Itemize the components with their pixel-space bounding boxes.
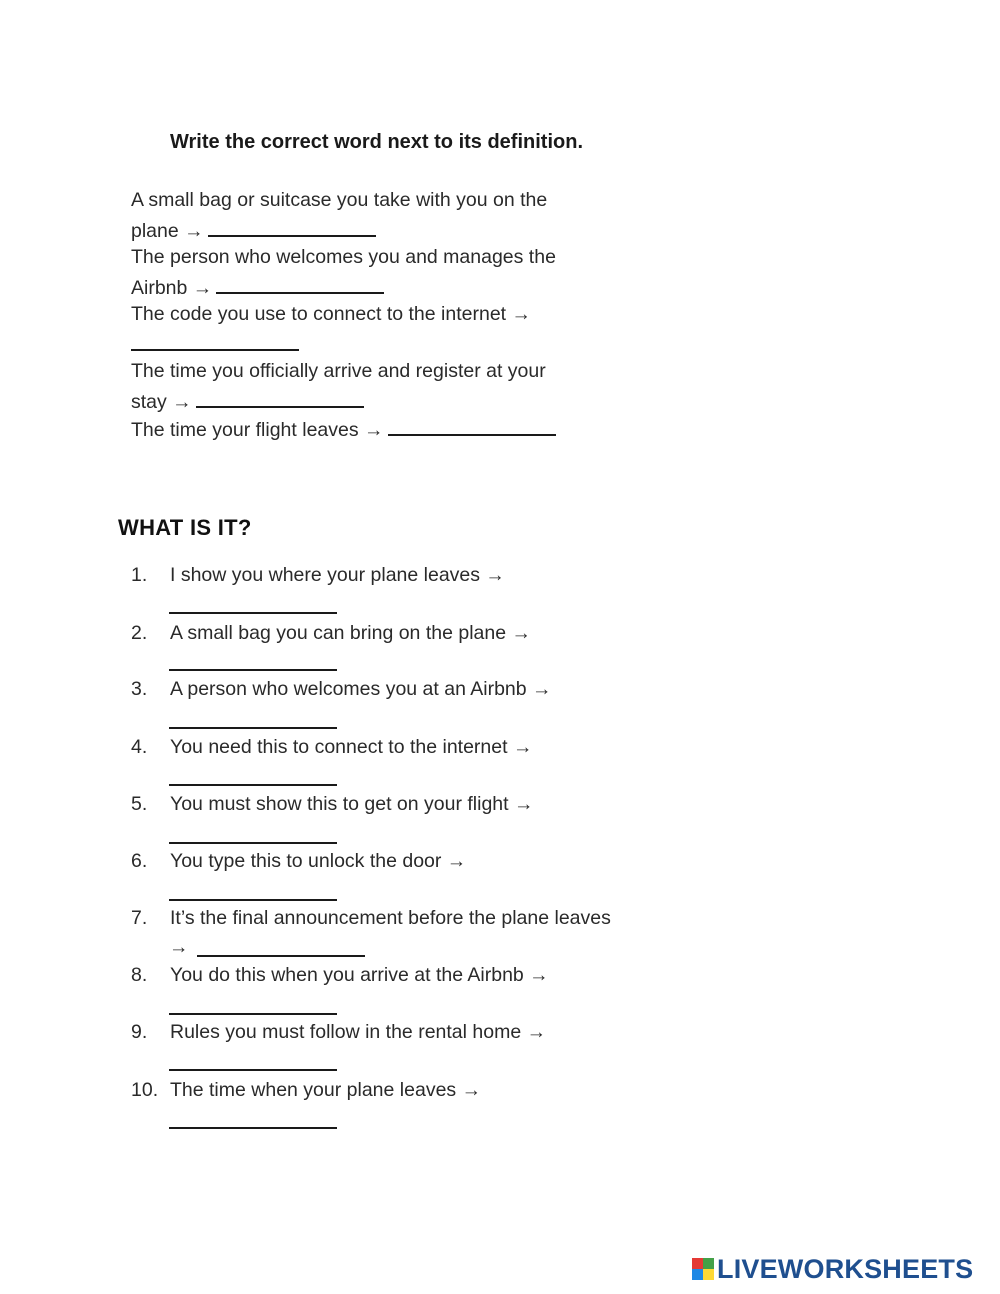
question-number: 6. [131,850,148,872]
question-text: You need this to connect to the internet → [170,736,533,758]
question-10 [131,1079,481,1102]
definition-2-text: Airbnb → [131,276,213,299]
question-number: 2. [131,622,148,644]
question-number: 3. [131,678,148,700]
question-text: I show you where your plane leaves → [170,564,505,586]
liveworksheets-logo[interactable] [692,1252,973,1286]
question-2 [131,622,531,645]
question-text: A person who welcomes you at an Airbnb → [170,678,552,700]
question-8 [131,964,549,987]
logo-square-red [692,1258,703,1269]
logo-square-blue [692,1269,703,1280]
question-8-answer-blank[interactable] [169,1013,337,1015]
question-number: 10. [131,1079,159,1101]
question-4-answer-blank[interactable] [169,784,337,786]
question-text: Rules you must follow in the rental home → [170,1021,547,1043]
question-text: You type this to unlock the door → [170,850,467,872]
question-text: You do this when you arrive at the Airbnb → [170,964,549,986]
question-5-answer-blank[interactable] [169,842,337,844]
question-2-answer-blank[interactable] [169,669,337,671]
question-number: 1. [131,564,148,586]
definition-4-text: stay → [131,390,192,413]
question-9-answer-blank[interactable] [169,1069,337,1071]
logo-text: LIVEWORKSHEETS [717,1253,974,1284]
question-7 [131,907,611,930]
question-6-answer-blank[interactable] [169,899,337,901]
section-title: WHAT IS IT? [118,515,252,540]
question-5 [131,793,533,816]
question-arrow: → [169,936,189,958]
logo-square-yellow [703,1269,714,1280]
definition-5-answer-blank[interactable] [388,414,556,436]
definition-5-text: The time your flight leaves → [131,419,384,441]
definition-1-answer-blank[interactable] [208,215,376,237]
question-number: 4. [131,736,148,758]
definition-4-line-1: The time you officially arrive and register at your [131,360,546,382]
definition-3-line-1: The code you use to connect to the internet → [131,303,531,325]
question-4 [131,736,532,759]
question-3 [131,678,552,701]
definition-4-answer-blank[interactable] [196,386,364,408]
logo-square-green [703,1258,714,1269]
definition-1-text: plane → [131,219,204,242]
instruction-heading: Write the correct word next to its definition. [170,131,583,153]
definition-3-line-2 [131,329,651,358]
question-3-answer-blank[interactable] [169,727,337,729]
definition-1-line-2 [131,215,651,244]
definition-2-answer-blank[interactable] [216,272,384,294]
question-text: It’s the final announcement before the plane leaves [170,907,611,929]
question-number: 7. [131,907,148,929]
question-10-answer-blank[interactable] [169,1127,337,1129]
definition-5-line-1 [131,414,651,443]
definition-3-answer-blank[interactable] [131,329,299,351]
question-text: The time when your plane leaves → [170,1079,482,1101]
definition-2-line-1: The person who welcomes you and manages the [131,246,556,268]
question-6 [131,850,466,873]
question-text: A small bag you can bring on the plane → [170,622,531,644]
question-1-answer-blank[interactable] [169,612,337,614]
question-7-continuation [169,936,189,959]
question-number: 5. [131,793,148,815]
question-text: You must show this to get on your flight → [170,793,534,815]
definition-2-line-2 [131,272,651,301]
question-7-answer-blank[interactable] [197,955,365,957]
definition-1-line-1: A small bag or suitcase you take with you on the [131,189,548,211]
definitions-block [131,186,651,443]
liveworksheets-logo-icon [692,1258,714,1280]
question-1 [131,564,505,587]
question-9 [131,1021,546,1044]
question-number: 8. [131,964,148,986]
definition-4-line-2 [131,386,651,415]
question-number: 9. [131,1021,148,1043]
